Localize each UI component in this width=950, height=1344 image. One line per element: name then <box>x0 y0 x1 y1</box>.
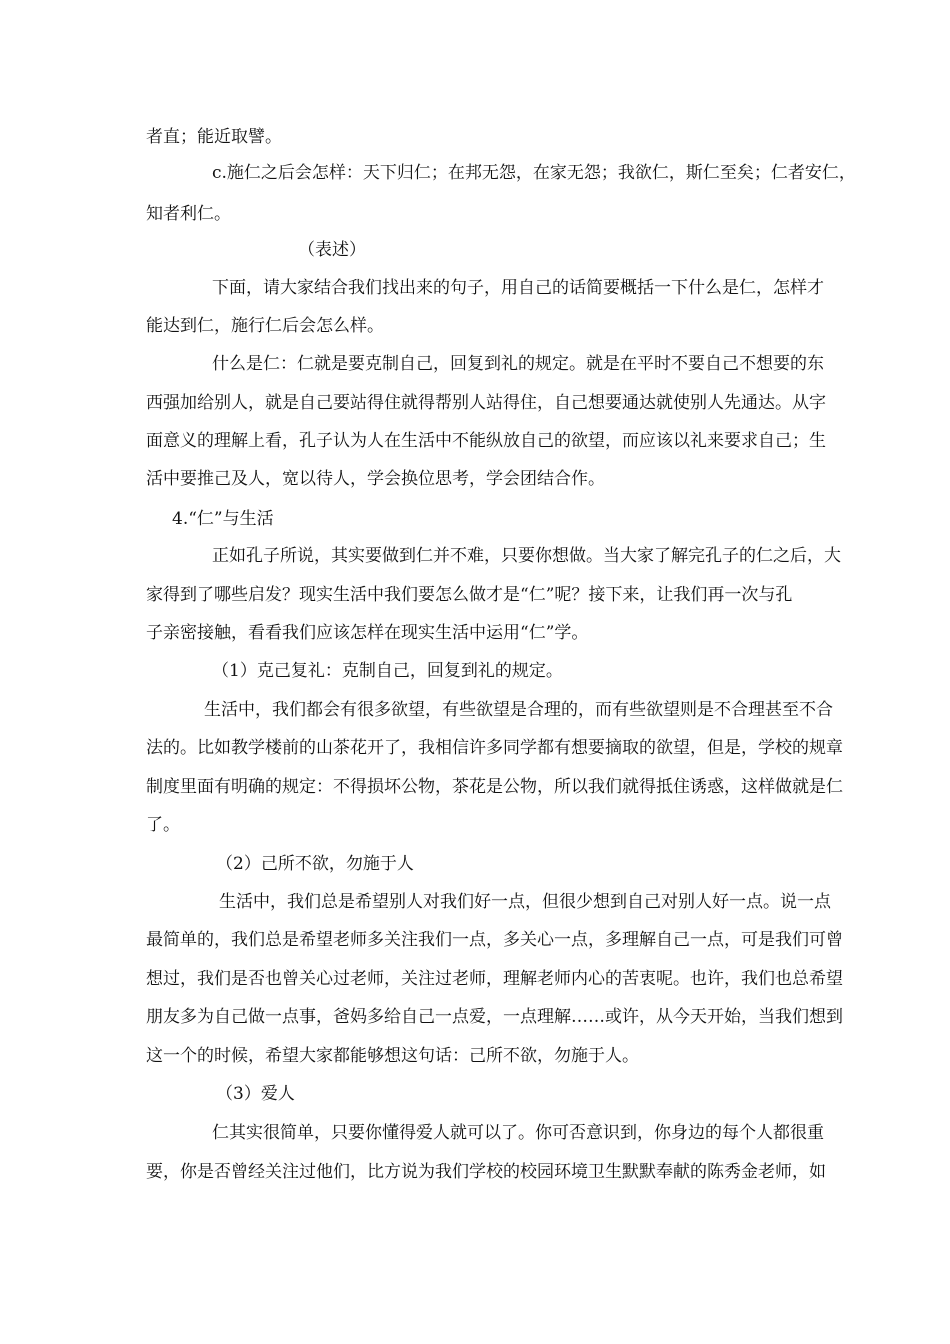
text-line: 想过，我们是否也曾关心过老师，关注过老师，理解老师内心的苦衷呢。也许，我们也总希望 <box>146 969 843 989</box>
text-line: 要，你是否曾经关注过他们，比方说为我们学校的校园环境卫生默默奉献的陈秀金老师，如 <box>146 1162 826 1182</box>
text-line: 家得到了哪些启发？现实生活中我们要怎么做才是“仁”呢？接下来，让我们再一次与孔 <box>146 585 793 605</box>
subsection-heading: （3）爱人 <box>216 1084 295 1104</box>
subsection-heading: （1）克己复礼：克制自己，回复到礼的规定。 <box>212 661 563 681</box>
text-line: 下面，请大家结合我们找出来的句子，用自己的话简要概括一下什么是仁，怎样才 <box>212 278 824 298</box>
text-line: 最简单的，我们总是希望老师多关注我们一点，多关心一点，多理解自己一点，可是我们可曾 <box>146 930 843 950</box>
text-line: 朋友多为自己做一点事，爸妈多给自己一点爱，一点理解……或许，从今天开始，当我们想到 <box>146 1007 843 1027</box>
text-line: 能达到仁，施行仁后会怎么样。 <box>146 316 384 336</box>
text-line: 知者利仁。 <box>146 204 231 224</box>
text-line: （表述） <box>298 240 366 260</box>
text-line: 这一个的时候，希望大家都能够想这句话：己所不欲，勿施于人。 <box>146 1046 639 1066</box>
text-line: 什么是仁：仁就是要克制自己，回复到礼的规定。就是在平时不要自己不想要的东 <box>212 354 824 374</box>
text-line: 者直；能近取譬。 <box>146 127 282 147</box>
text-line: 生活中，我们都会有很多欲望，有些欲望是合理的，而有些欲望则是不合理甚至不合 <box>204 700 833 720</box>
text-line: 面意义的理解上看，孔子认为人在生活中不能纵放自己的欲望，而应该以礼来要求自己；生 <box>146 431 826 451</box>
text-line: 了。 <box>146 815 180 835</box>
text-line: 活中要推己及人，宽以待人，学会换位思考，学会团结合作。 <box>146 469 605 489</box>
text-line: 法的。比如教学楼前的山茶花开了，我相信许多同学都有想要摘取的欲望，但是，学校的规章 <box>146 738 843 758</box>
text-line: 正如孔子所说，其实要做到仁并不难，只要你想做。当大家了解完孔子的仁之后，大 <box>212 546 841 566</box>
text-line: c.施仁之后会怎样：天下归仁；在邦无怨，在家无怨；我欲仁，斯仁至矣；仁者安仁， <box>212 163 856 183</box>
text-line: 子亲密接触，看看我们应该怎样在现实生活中运用“仁”学。 <box>146 623 589 643</box>
text-line: 西强加给别人，就是自己要站得住就得帮别人站得住，自己想要通达就使别人先通达。从字 <box>146 393 826 413</box>
subsection-heading: （2）己所不欲，勿施于人 <box>216 854 414 874</box>
section-heading: 4.“仁”与生活 <box>172 509 274 529</box>
text-line: 仁其实很简单，只要你懂得爱人就可以了。你可否意识到，你身边的每个人都很重 <box>212 1123 824 1143</box>
text-line: 生活中，我们总是希望别人对我们好一点，但很少想到自己对别人好一点。说一点 <box>219 892 831 912</box>
text-line: 制度里面有明确的规定：不得损坏公物，茶花是公物，所以我们就得抵住诱惑，这样做就是仁 <box>146 777 843 797</box>
